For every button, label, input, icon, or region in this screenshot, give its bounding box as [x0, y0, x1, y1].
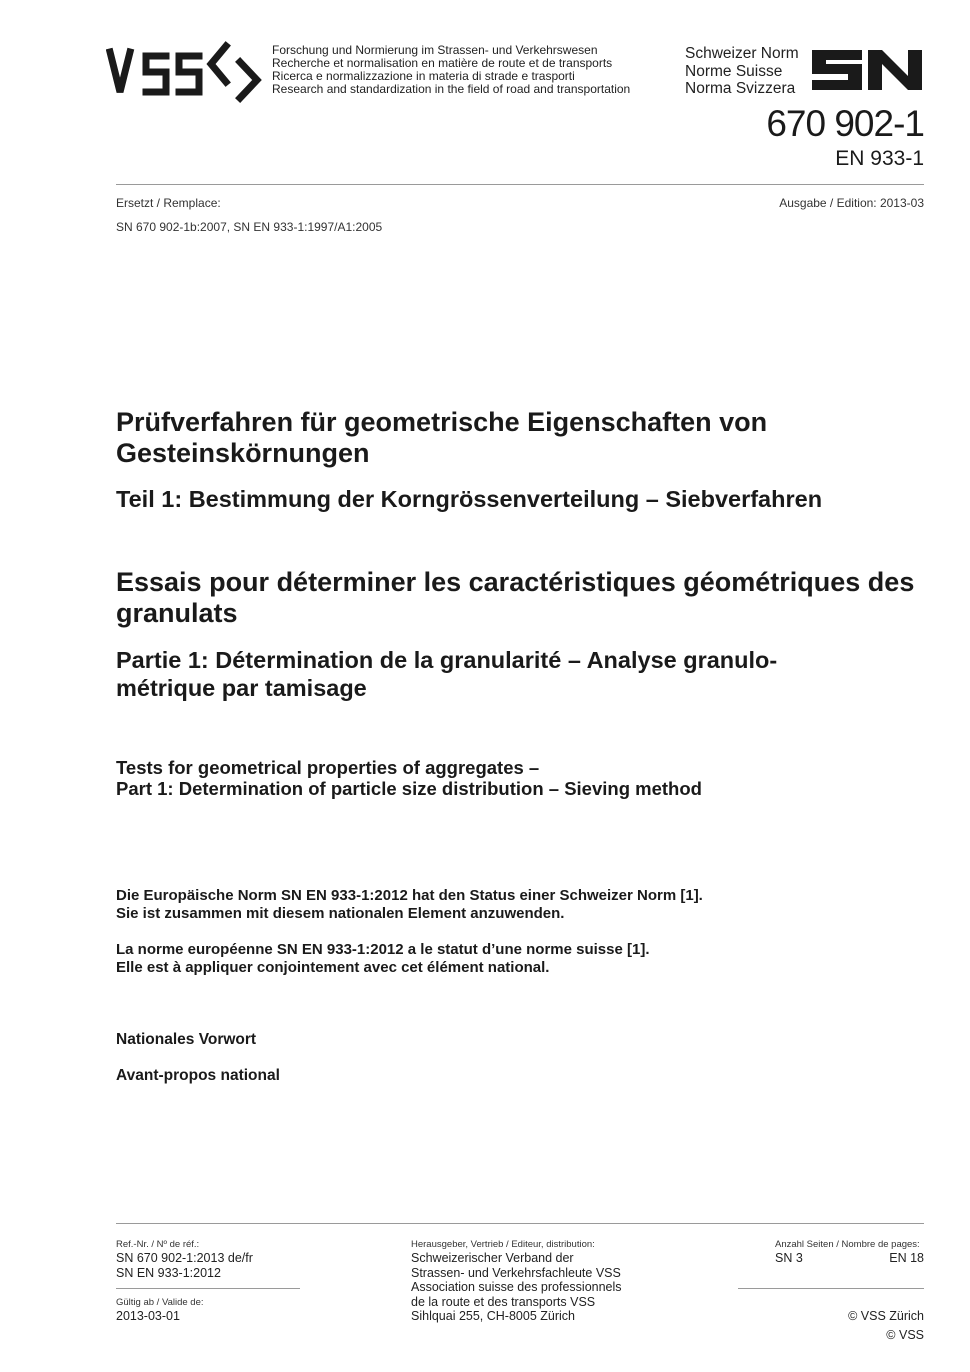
subtitle-fr-line1: Partie 1: Détermination de la granularité – Analyse granulo-	[116, 647, 778, 673]
copyright-vss: © VSS	[886, 1328, 924, 1342]
copyright-zurich: © VSS Zürich	[848, 1309, 924, 1323]
tagline-line-fr: Recherche et normalisation en matière de route et de transports	[272, 56, 613, 70]
status-de	[116, 887, 936, 923]
publisher-address	[411, 1251, 622, 1324]
status-fr-line1: La norme européenne SN EN 933-1:2012 a le statut d’une norme suisse [1].	[116, 941, 650, 958]
status-de-line2: Sie ist zusammen mit diesem nationalen Element anzuwenden.	[116, 905, 565, 922]
subtitle-fr-line2: métrique par tamisage	[116, 675, 367, 701]
tagline-line-it: Ricerca e normalizzazione in materia di strade e trasporti	[272, 69, 575, 83]
status-de-line1: Die Europäische Norm SN EN 933-1:2012 hat den Status einer Schweizer Norm [1].	[116, 887, 703, 904]
norm-label-fr: Norme Suisse	[685, 62, 783, 80]
norm-label-de: Schweizer Norm	[685, 45, 799, 62]
section-national-foreword-de: Nationales Vorwort	[116, 1031, 257, 1048]
footer-ref-divider	[116, 1288, 300, 1289]
header-divider	[116, 184, 924, 185]
status-fr-line2: Elle est à appliquer conjointement avec cet élément national.	[116, 959, 550, 976]
standard-number: 670 902-1	[766, 103, 924, 144]
norm-label-it: Norma Svizzera	[685, 80, 796, 97]
title-de: Prüfverfahren für geometrische Eigenschaften von Gesteinskörnungen	[116, 407, 768, 468]
en-number: EN 933-1	[835, 147, 924, 170]
valid-label: Gültig ab / Valide de:	[116, 1297, 204, 1308]
publisher-line: Schweizerischer Verband der	[411, 1251, 574, 1265]
tagline-line-de: Forschung und Normierung im Strassen- und Verkehrswesen	[272, 43, 598, 57]
title-fr: Essais pour déterminer les caractéristiques géométriques des granulats	[116, 567, 915, 628]
footer-pages-divider	[738, 1288, 924, 1289]
ref-number-en: SN EN 933-1:2012	[116, 1266, 221, 1280]
replaces-value: SN 670 902-1b:2007, SN EN 933-1:1997/A1:2005	[116, 220, 383, 234]
title-en-line1: Tests for geometrical properties of aggregates –	[116, 757, 540, 778]
pages-label: Anzahl Seiten / Nombre de pages:	[775, 1239, 920, 1250]
footer-divider	[116, 1223, 924, 1224]
tagline-line-en: Research and standardization in the field of road and transportation	[272, 82, 631, 96]
publisher-label: Herausgeber, Vertrieb / Editeur, distribution:	[411, 1239, 595, 1250]
subtitle-de: Teil 1: Bestimmung der Korngrössenverteilung – Siebverfahren	[116, 486, 823, 512]
vss-logo	[106, 40, 268, 104]
section-national-foreword-fr: Avant-propos national	[116, 1067, 280, 1084]
title-en-line2: Part 1: Determination of particle size distribution – Sieving method	[116, 778, 702, 799]
publisher-line: Strassen- und Verkehrsfachleute VSS	[411, 1265, 621, 1280]
title-en	[116, 757, 936, 799]
pages-en: EN 18	[889, 1251, 924, 1265]
publisher-line: de la route et des transports VSS	[411, 1294, 596, 1309]
tagline	[272, 44, 630, 96]
valid-date: 2013-03-01	[116, 1309, 180, 1323]
pages-sn: SN 3	[775, 1251, 803, 1265]
sn-logo	[808, 44, 924, 96]
publisher-line: Sihlquai 255, CH-8005 Zürich	[411, 1309, 575, 1323]
publisher-line: Association suisse des professionnels	[411, 1280, 622, 1294]
replaces-label: Ersetzt / Remplace:	[116, 196, 221, 210]
ref-label: Ref.-Nr. / Nº de réf.:	[116, 1239, 200, 1250]
norm-labels	[685, 45, 799, 98]
subtitle-fr	[116, 646, 936, 702]
ref-number-sn: SN 670 902-1:2013 de/fr	[116, 1251, 253, 1265]
edition: Ausgabe / Edition: 2013-03	[779, 196, 924, 210]
status-fr	[116, 941, 936, 977]
